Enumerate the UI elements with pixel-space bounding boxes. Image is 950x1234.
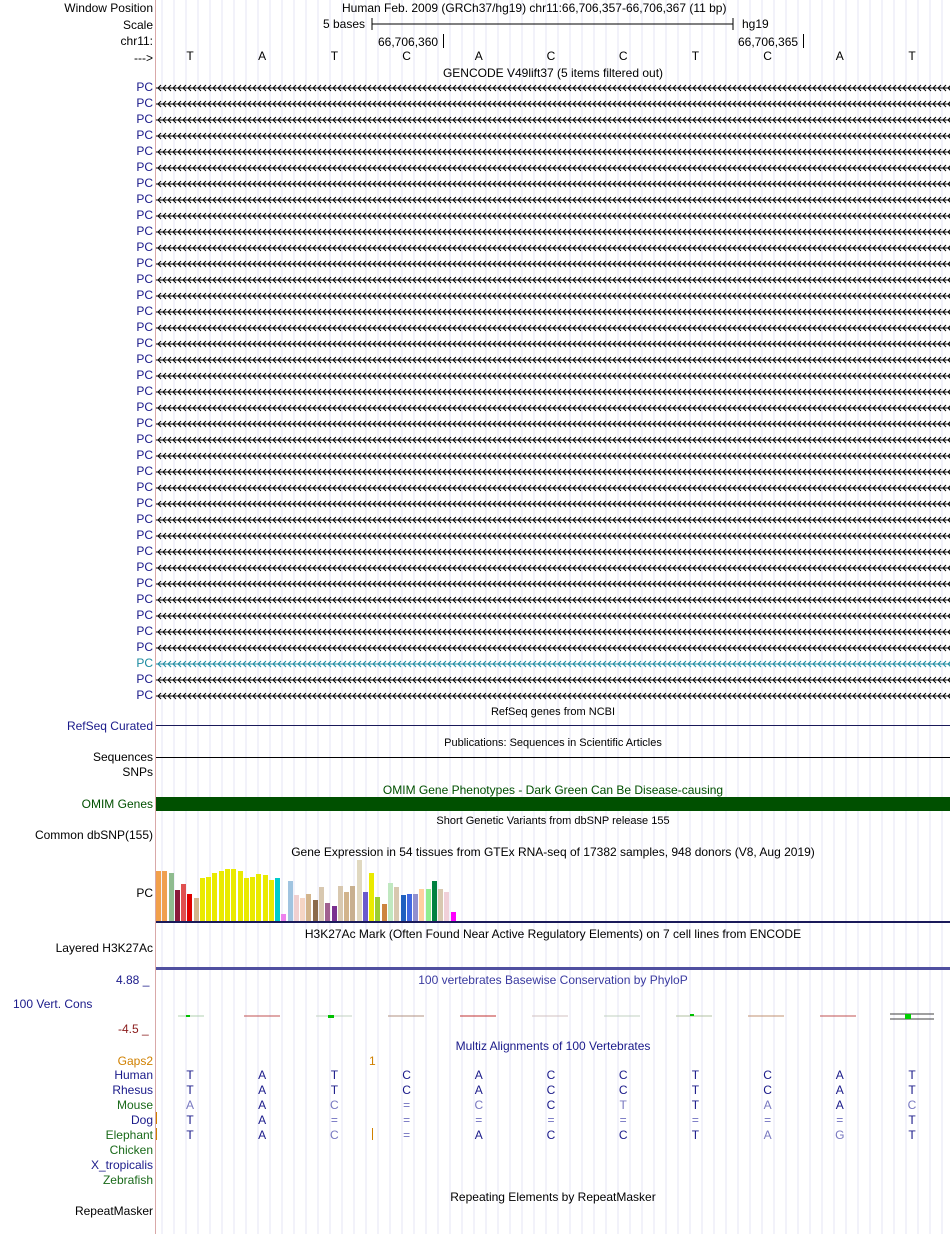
- gtex-tissue-bar[interactable]: [281, 914, 286, 921]
- aligned-base: T: [908, 1083, 916, 1097]
- gencode-transcript[interactable]: [156, 481, 950, 495]
- gencode-item-label[interactable]: PC: [136, 688, 153, 702]
- gencode-transcript[interactable]: [156, 161, 950, 175]
- gencode-transcript[interactable]: [156, 529, 950, 543]
- dbsnp-title[interactable]: Short Genetic Variants from dbSNP release 155: [436, 815, 670, 827]
- gencode-item-label[interactable]: PC: [136, 352, 153, 366]
- publications-line[interactable]: [156, 757, 950, 758]
- gtex-tissue-bar[interactable]: [426, 889, 431, 921]
- gtex-tissue-bar[interactable]: [288, 881, 293, 921]
- gtex-tissue-bar[interactable]: [300, 898, 305, 921]
- publications-title[interactable]: Publications: Sequences in Scientific Articles: [444, 737, 662, 749]
- reference-base: T: [330, 49, 339, 63]
- gtex-tissue-bar[interactable]: [407, 894, 412, 921]
- gtex-tissue-bar[interactable]: [375, 897, 380, 921]
- aligned-base: =: [403, 1113, 411, 1127]
- gtex-tissue-bar[interactable]: [419, 889, 424, 921]
- conservation-min-label: -4.5 _: [118, 1022, 149, 1036]
- aligned-base: C: [330, 1128, 339, 1142]
- gtex-tissue-bar[interactable]: [269, 880, 274, 921]
- gencode-item-label[interactable]: PC: [136, 560, 153, 574]
- aligned-base: =: [764, 1113, 772, 1127]
- gencode-transcript[interactable]: [156, 353, 950, 367]
- refseq-label[interactable]: RefSeq Curated: [66, 719, 153, 733]
- gencode-transcript[interactable]: [156, 225, 950, 239]
- aligned-base: C: [763, 1068, 772, 1082]
- gtex-tissue-bar[interactable]: [175, 890, 180, 921]
- gencode-item-label[interactable]: PC: [136, 128, 153, 142]
- species-label[interactable]: Rhesus: [112, 1083, 153, 1097]
- insertion-marker: [156, 1112, 157, 1124]
- gencode-item-label[interactable]: PC: [136, 624, 153, 638]
- conservation-title[interactable]: 100 vertebrates Basewise Conservation by PhyloP: [418, 973, 688, 987]
- gtex-tissue-bar[interactable]: [325, 903, 330, 921]
- scale-label: Scale: [122, 18, 153, 32]
- gencode-item-label[interactable]: PC: [136, 640, 153, 654]
- gencode-transcript[interactable]: [156, 417, 950, 431]
- omim-gene-bar[interactable]: [156, 797, 950, 811]
- gencode-transcript[interactable]: [156, 385, 950, 399]
- refseq-title[interactable]: RefSeq genes from NCBI: [490, 706, 616, 718]
- gtex-tissue-bar[interactable]: [200, 878, 205, 921]
- gencode-item-label[interactable]: PC: [136, 496, 153, 510]
- gtex-title[interactable]: Gene Expression in 54 tissues from GTEx RNA-seq of 17382 samples, 948 donors (V8, Aug 2019): [291, 845, 815, 859]
- gtex-tissue-bar[interactable]: [156, 871, 161, 921]
- species-label[interactable]: Mouse: [116, 1098, 153, 1112]
- gencode-item-label[interactable]: PC: [136, 592, 153, 606]
- gencode-transcript[interactable]: [156, 561, 950, 575]
- aligned-base: A: [763, 1128, 772, 1142]
- gencode-transcript[interactable]: [156, 209, 950, 223]
- species-label[interactable]: Dog: [130, 1113, 153, 1127]
- aligned-base: G: [835, 1128, 845, 1142]
- aligned-base: =: [330, 1113, 338, 1127]
- gencode-transcript[interactable]: [156, 193, 950, 207]
- gtex-tissue-bar[interactable]: [350, 886, 355, 921]
- reference-base: T: [186, 49, 194, 63]
- gencode-transcript[interactable]: [156, 657, 950, 671]
- gencode-transcript[interactable]: [156, 401, 950, 415]
- aligned-base: C: [330, 1098, 339, 1112]
- gencode-item-label[interactable]: PC: [136, 400, 153, 414]
- gencode-transcript[interactable]: [156, 337, 950, 351]
- gencode-item-label[interactable]: PC: [136, 608, 153, 622]
- aligned-base: C: [402, 1083, 411, 1097]
- aligned-base: C: [618, 1068, 628, 1082]
- gencode-transcript[interactable]: [156, 145, 950, 159]
- reference-base-row: [0, 49, 950, 63]
- aligned-base: =: [475, 1113, 483, 1127]
- aligned-base: A: [835, 1083, 844, 1097]
- gtex-tissue-bar[interactable]: [332, 906, 337, 921]
- aligned-base: C: [763, 1083, 772, 1097]
- gtex-tissue-bar[interactable]: [206, 877, 211, 921]
- aligned-base: C: [546, 1098, 556, 1112]
- gencode-transcript[interactable]: [156, 81, 950, 95]
- aligned-base: T: [186, 1083, 194, 1097]
- snps-label[interactable]: SNPs: [122, 765, 153, 779]
- gtex-tissue-bar[interactable]: [338, 886, 343, 921]
- gencode-item-label[interactable]: PC: [136, 224, 153, 238]
- gtex-tissue-bar[interactable]: [344, 892, 349, 921]
- reference-base: A: [258, 49, 267, 63]
- insertion-marker: [156, 1128, 157, 1140]
- scale-text: 5 bases: [323, 17, 366, 31]
- gencode-transcript[interactable]: [156, 433, 950, 447]
- gencode-item-label[interactable]: PC: [136, 448, 153, 462]
- gencode-item-label[interactable]: PC: [136, 432, 153, 446]
- position-tick-1: 66,706,360: [378, 35, 439, 49]
- gencode-item-label[interactable]: PC: [136, 176, 153, 190]
- gencode-item-label[interactable]: PC: [136, 240, 153, 254]
- gencode-transcript[interactable]: [156, 113, 950, 127]
- gtex-tissue-bar[interactable]: [388, 883, 393, 921]
- reference-base: T: [908, 49, 916, 63]
- aligned-base: A: [258, 1098, 267, 1112]
- aligned-base: A: [258, 1068, 267, 1082]
- aligned-base: A: [835, 1068, 844, 1082]
- species-label[interactable]: Zebrafish: [102, 1173, 153, 1187]
- aligned-base: =: [836, 1113, 844, 1127]
- aligned-base: A: [474, 1068, 483, 1082]
- gencode-transcript[interactable]: [156, 321, 950, 335]
- gaps-label[interactable]: Gaps2: [117, 1054, 153, 1068]
- gtex-tissue-bar[interactable]: [294, 895, 299, 921]
- species-label[interactable]: Elephant: [105, 1128, 153, 1142]
- gencode-item-label[interactable]: PC: [136, 464, 153, 478]
- aligned-base: A: [763, 1098, 772, 1112]
- gencode-transcript[interactable]: [156, 449, 950, 463]
- gencode-item-label[interactable]: PC: [136, 288, 153, 302]
- aligned-base: T: [619, 1098, 627, 1112]
- gencode-transcript[interactable]: [156, 545, 950, 559]
- aligned-base: C: [474, 1098, 484, 1112]
- gencode-transcript[interactable]: [156, 625, 950, 639]
- gtex-tissue-bar[interactable]: [250, 877, 255, 921]
- gencode-item-label[interactable]: PC: [136, 416, 153, 430]
- gtex-tissue-bar[interactable]: [162, 871, 167, 921]
- gencode-item-label[interactable]: PC: [136, 576, 153, 590]
- gencode-item-label[interactable]: PC: [136, 656, 153, 670]
- gencode-item-label[interactable]: PC: [136, 144, 153, 158]
- aligned-base: T: [908, 1113, 916, 1127]
- multiz-title[interactable]: Multiz Alignments of 100 Vertebrates: [455, 1039, 651, 1053]
- gtex-tissue-bar[interactable]: [238, 871, 243, 921]
- repeatmasker-title[interactable]: Repeating Elements by RepeatMasker: [450, 1190, 656, 1204]
- gencode-item-label[interactable]: PC: [136, 272, 153, 286]
- aligned-base: T: [186, 1068, 194, 1082]
- gencode-transcript[interactable]: [156, 513, 950, 527]
- gtex-tissue-bar[interactable]: [401, 895, 406, 921]
- aligned-base: C: [546, 1068, 556, 1082]
- gencode-item-label[interactable]: PC: [136, 256, 153, 270]
- aligned-base: T: [691, 1098, 700, 1112]
- conservation-max-label: 4.88 _: [116, 973, 150, 987]
- conservation-label[interactable]: 100 Vert. Cons: [13, 997, 93, 1011]
- gap-count: 1: [369, 1054, 376, 1068]
- gencode-item-label[interactable]: PC: [136, 160, 153, 174]
- gencode-item-label[interactable]: PC: [136, 336, 153, 350]
- gencode-transcript[interactable]: [156, 577, 950, 591]
- gencode-item-label[interactable]: PC: [136, 192, 153, 206]
- aligned-base: C: [546, 1128, 556, 1142]
- gencode-item-label[interactable]: PC: [136, 528, 153, 542]
- gencode-transcript[interactable]: [156, 241, 950, 255]
- scale-db-label: hg19: [742, 17, 769, 31]
- gencode-transcript[interactable]: [156, 273, 950, 287]
- gtex-tissue-bar[interactable]: [244, 878, 249, 921]
- gtex-tissue-bar[interactable]: [444, 892, 449, 921]
- gencode-transcript[interactable]: [156, 497, 950, 511]
- reference-base: C: [402, 49, 411, 63]
- h3k27ac-title[interactable]: H3K27Ac Mark (Often Found Near Active Regulatory Elements) on 7 cell lines from ENCODE: [304, 927, 802, 941]
- gencode-item-label[interactable]: PC: [136, 384, 153, 398]
- aligned-base: A: [258, 1128, 267, 1142]
- insertion-marker: [372, 1128, 373, 1140]
- gtex-tissue-bar[interactable]: [451, 912, 456, 921]
- aligned-base: T: [691, 1083, 700, 1097]
- conservation-plot[interactable]: [156, 1005, 950, 1023]
- aligned-base: A: [835, 1098, 844, 1112]
- refseq-gene-line[interactable]: [156, 725, 950, 726]
- aligned-base: =: [691, 1113, 699, 1127]
- gtex-tissue-bar[interactable]: [225, 869, 230, 921]
- aligned-base: T: [908, 1128, 916, 1142]
- gencode-item-label[interactable]: PC: [136, 368, 153, 382]
- gtex-baseline: [156, 921, 950, 923]
- gencode-transcript[interactable]: [156, 609, 950, 623]
- gencode-title[interactable]: GENCODE V49lift37 (5 items filtered out): [442, 66, 664, 80]
- gtex-tissue-bar[interactable]: [231, 869, 236, 921]
- gtex-tissue-bar[interactable]: [394, 887, 399, 921]
- window-position-label: Window Position: [64, 1, 153, 15]
- aligned-base: C: [546, 1083, 556, 1097]
- aligned-base: T: [186, 1113, 194, 1127]
- gtex-tissue-bar[interactable]: [194, 898, 199, 921]
- species-label[interactable]: Human: [114, 1068, 153, 1082]
- aligned-base: A: [474, 1083, 483, 1097]
- gtex-tissue-bar[interactable]: [357, 860, 362, 921]
- gencode-item-label[interactable]: PC: [136, 96, 153, 110]
- reference-base: A: [474, 49, 483, 63]
- aligned-base: T: [330, 1068, 339, 1082]
- gencode-transcript[interactable]: [156, 369, 950, 383]
- position-tick-2: 66,706,365: [738, 35, 799, 49]
- species-label[interactable]: Chicken: [109, 1143, 153, 1157]
- gencode-transcript[interactable]: [156, 689, 950, 703]
- gtex-tissue-bar[interactable]: [256, 874, 261, 921]
- aligned-base: A: [258, 1083, 267, 1097]
- omim-label[interactable]: OMIM Genes: [81, 797, 153, 811]
- gencode-item-label[interactable]: PC: [136, 544, 153, 558]
- gencode-item-label[interactable]: PC: [136, 320, 153, 334]
- gencode-item-label[interactable]: PC: [136, 672, 153, 686]
- aligned-base: =: [403, 1128, 411, 1142]
- aligned-base: A: [258, 1113, 267, 1127]
- gencode-item-label[interactable]: PC: [136, 512, 153, 526]
- h3k27ac-label[interactable]: Layered H3K27Ac: [55, 941, 153, 955]
- gencode-transcript[interactable]: [156, 129, 950, 143]
- gencode-transcript[interactable]: [156, 305, 950, 319]
- publications-label[interactable]: Sequences: [92, 750, 153, 764]
- gencode-transcript[interactable]: [156, 593, 950, 607]
- reference-base: A: [835, 49, 844, 63]
- reference-base: C: [546, 49, 556, 63]
- gtex-tissue-bar[interactable]: [181, 884, 186, 921]
- gencode-item-label[interactable]: PC: [136, 80, 153, 94]
- dbsnp-label[interactable]: Common dbSNP(155): [34, 828, 153, 842]
- gtex-tissue-bar[interactable]: [263, 875, 268, 921]
- aligned-base: T: [330, 1083, 339, 1097]
- gtex-tissue-bar[interactable]: [363, 892, 368, 921]
- gencode-item-label[interactable]: PC: [136, 304, 153, 318]
- aligned-base: T: [691, 1128, 700, 1142]
- gtex-expression-bars[interactable]: [156, 860, 536, 921]
- assembly-position-text: Human Feb. 2009 (GRCh37/hg19) chr11:66,706,357-66,706,367 (11 bp): [342, 1, 727, 15]
- gtex-gene-label[interactable]: PC: [136, 886, 153, 900]
- reference-base: C: [618, 49, 628, 63]
- scale-bar: [370, 17, 736, 31]
- gencode-transcript[interactable]: [156, 641, 950, 655]
- gtex-tissue-bar[interactable]: [313, 900, 318, 921]
- gtex-tissue-bar[interactable]: [306, 894, 311, 921]
- strand-label: --->: [134, 51, 153, 65]
- gencode-transcript[interactable]: [156, 97, 950, 111]
- position-tick-1-mark: [443, 34, 444, 48]
- gencode-transcript[interactable]: [156, 465, 950, 479]
- gtex-tissue-bar[interactable]: [169, 873, 174, 921]
- aligned-base: A: [474, 1128, 483, 1142]
- gtex-tissue-bar[interactable]: [212, 873, 217, 921]
- gtex-tissue-bar[interactable]: [187, 894, 192, 921]
- gencode-transcript[interactable]: [156, 177, 950, 191]
- aligned-base: C: [907, 1098, 917, 1112]
- gtex-tissue-bar[interactable]: [382, 904, 387, 921]
- gencode-item-label[interactable]: PC: [136, 112, 153, 126]
- gencode-transcript[interactable]: [156, 673, 950, 687]
- aligned-base: T: [691, 1068, 700, 1082]
- position-tick-2-mark: [803, 34, 804, 48]
- gencode-transcript[interactable]: [156, 257, 950, 271]
- aligned-base: C: [402, 1068, 411, 1082]
- omim-title[interactable]: OMIM Gene Phenotypes - Dark Green Can Be Disease-causing: [382, 783, 724, 797]
- aligned-base: C: [618, 1083, 628, 1097]
- reference-base: C: [763, 49, 772, 63]
- chrom-label: chr11:: [120, 34, 153, 48]
- aligned-base: A: [185, 1098, 194, 1112]
- aligned-base: T: [186, 1128, 194, 1142]
- species-label[interactable]: X_tropicalis: [90, 1158, 153, 1172]
- repeatmasker-label[interactable]: RepeatMasker: [74, 1204, 153, 1218]
- gtex-tissue-bar[interactable]: [275, 878, 280, 921]
- gencode-item-label[interactable]: PC: [136, 208, 153, 222]
- h3k27ac-signal[interactable]: [156, 967, 950, 970]
- aligned-base: =: [547, 1113, 555, 1127]
- aligned-base: =: [403, 1098, 411, 1112]
- gencode-item-label[interactable]: PC: [136, 480, 153, 494]
- gtex-tissue-bar[interactable]: [413, 894, 418, 921]
- reference-base: T: [691, 49, 700, 63]
- aligned-base: T: [908, 1068, 916, 1082]
- gtex-tissue-bar[interactable]: [219, 871, 224, 921]
- gtex-tissue-bar[interactable]: [432, 881, 437, 921]
- gencode-transcript[interactable]: [156, 289, 950, 303]
- gtex-tissue-bar[interactable]: [369, 873, 374, 921]
- aligned-base: C: [618, 1128, 628, 1142]
- aligned-base: =: [619, 1113, 627, 1127]
- gtex-tissue-bar[interactable]: [438, 889, 443, 921]
- gtex-tissue-bar[interactable]: [319, 887, 324, 921]
